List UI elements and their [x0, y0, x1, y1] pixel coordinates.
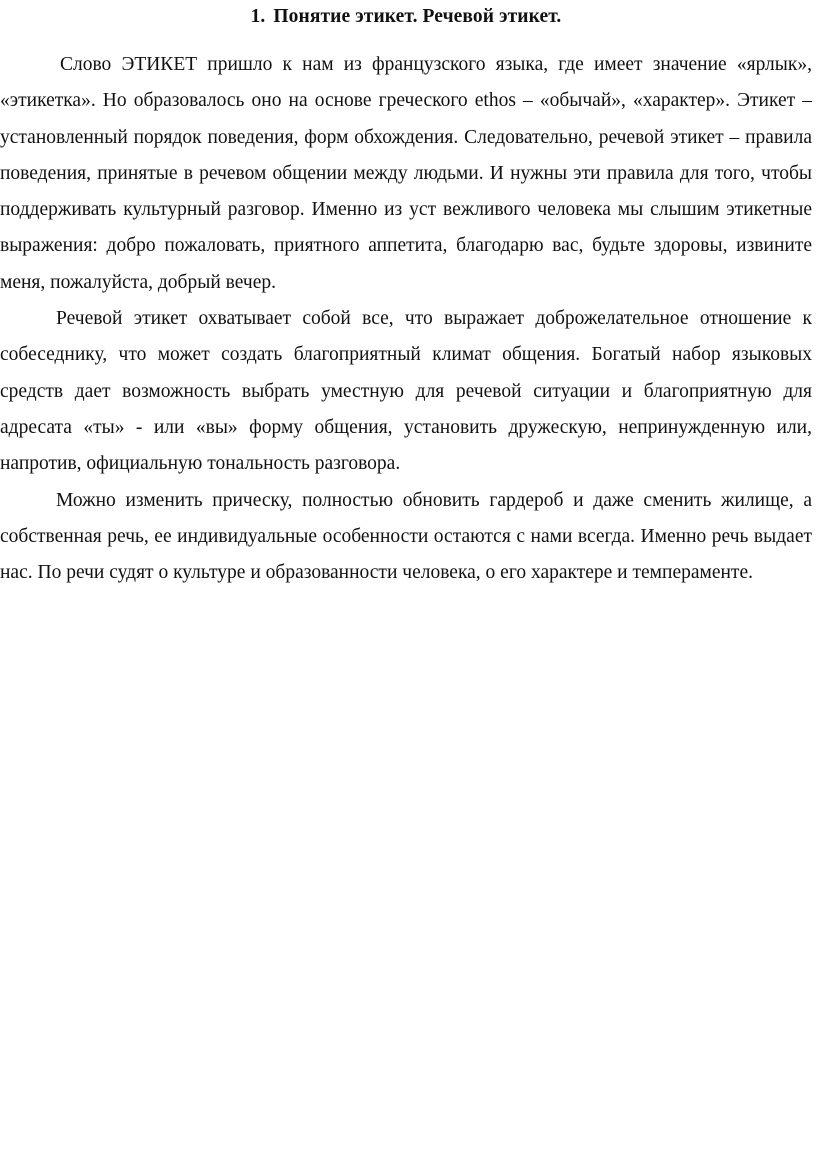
- section-number: 1.: [250, 6, 266, 27]
- section-title: Понятие этикет. Речевой этикет.: [273, 6, 562, 27]
- section-heading: [0, 0, 812, 32]
- paragraph-speech-etiquette-scope: Речевой этикет охватывает собой все, что выражает доброжелательное отношение к собеседнику, что может создать благоприятный климат общения. Богатый набор языковых средств дает возможность выбрать уместную для речевой ситуации и благоприятную для адресата «ты» - или «вы» форму общения, установить дружескую, непринужденную или, напротив, официальную тональность разговора.: [0, 308, 812, 475]
- document-body: [0, 47, 812, 591]
- paragraph-etiquette-definition: Слово ЭТИКЕТ пришло к нам из французского языка, где имеет значение «ярлык», «этикетка». Но образовалось оно на основе греческого ethos – «обычай», «характер». Этикет – установленный порядок поведения, форм обхождения. Следовательно, речевой этикет – правила поведения, принятые в речевом общении между людьми. И нужны эти правила для того, чтобы поддерживать культурный разговор. Именно из уст вежливого человека мы слышим этикетные выражения: добро пожаловать, приятного аппетита, благодарю вас, будьте здоровы, извините меня, пожалуйста, добрый вечер.: [0, 54, 812, 293]
- paragraph-speech-reveals-us: Можно изменить прическу, полностью обновить гардероб и даже сменить жилище, а собственная речь, ее индивидуальные особенности остаются с нами всегда. Именно речь выдает нас. По речи судят о культуре и образованности человека, о его характере и темпераменте.: [0, 489, 812, 584]
